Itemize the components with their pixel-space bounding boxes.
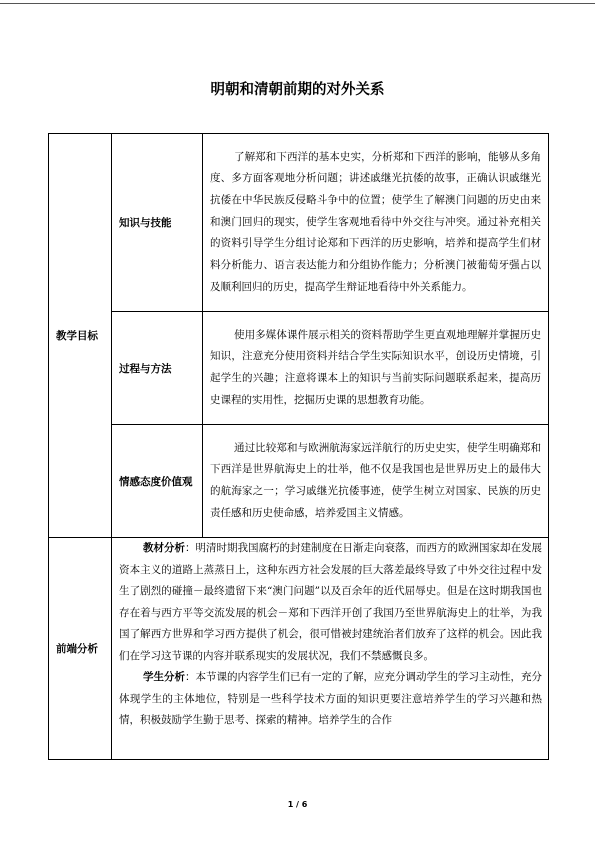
knowledge-skills-paragraph: 了解郑和下西洋的基本史实，分析郑和下西洋的影响，能够从多角度、多方面客观地分析问题；讲述戚继光抗倭的故事，正确认识戚继光抗倭在中华民族反侵略斗争中的位置；使学生了解澳门问题的历史由来和澳门回归的现实，使学生客观地看待中外交往与冲突。通过补充相关的资料引导学生分组讨论郑和下西洋的历史影响，培养和提高学生们材料分析能力、语言表达能力和分组协作能力；分析澳门被葡萄牙强占以及顺利回归的历史，提高学生辩证地看待中外关系能力。 — [210, 150, 541, 293]
knowledge-skills-text — [203, 134, 549, 312]
table-row — [49, 312, 549, 425]
table-row — [49, 425, 549, 538]
analysis-label: 前端分析 — [49, 538, 112, 760]
analysis-content — [112, 538, 549, 760]
process-methods-text — [203, 312, 549, 425]
lesson-plan-table — [48, 133, 549, 760]
attitude-values-label: 情感态度价值观 — [112, 425, 203, 538]
knowledge-skills-label: 知识与技能 — [112, 134, 203, 312]
textbook-analysis-paragraph — [119, 538, 542, 667]
table-row — [49, 134, 549, 312]
process-methods-label: 过程与方法 — [112, 312, 203, 425]
student-analysis-text: ：本节课的内容学生们已有一定的了解，应充分调动学生的学习主动性，充分体现学生的主体地位，特别是一些科学技术方面的知识更要注意培养学生的学习兴趣和热情，积极鼓励学生勤于思考、探索的精神。培养学生的合作 — [119, 671, 542, 726]
process-methods-paragraph: 使用多媒体课件展示相关的资料帮助学生更直观地理解并掌握历史知识，注意充分使用资料并结合学生实际知识水平，创设历史情境，引起学生的兴趣；注意将课本上的知识与当前实际问题联系起来，提高历史课程的实用性，挖掘历史课的思想教育功能。 — [210, 328, 541, 406]
student-analysis-paragraph — [119, 667, 542, 732]
textbook-analysis-heading: 教材分析 — [143, 542, 185, 554]
attitude-values-text — [203, 425, 549, 538]
objectives-label: 教学目标 — [49, 134, 112, 538]
textbook-analysis-text: ：明清时期我国腐朽的封建制度在日渐走向衰落，而西方的欧洲国家却在发展资本主义的道路上蒸蒸日上，这种东西方社会发展的巨大落差最终导致了中外交往过程中发生了剧烈的碰撞－最终遗留下来“澳门问题”以及百余年的近代屈辱史。但是在这时期我国也存在着与西方平等交流发展的机会－郑和下西洋开创了我国乃至世界航海史上的壮举，为我国了解西方世界和学习西方提供了机会，很可惜被封建统治者们放弃了这样的机会。因此我们在学习这节课的内容并联系现实的发展状况，我们不禁感慨良多。 — [119, 542, 542, 662]
page-number: 1 / 6 — [287, 800, 308, 809]
header-rule — [0, 3, 595, 4]
table-row — [49, 538, 549, 760]
attitude-values-paragraph: 通过比较郑和与欧洲航海家远洋航行的历史史实，使学生明确郑和下西洋是世界航海史上的壮举，他不仅是我国也是世界历史上的最伟大的航海家之一；学习戚继光抗倭事迹，使学生树立对国家、民族的历史责任感和历史使命感，培养爱国主义情感。 — [210, 441, 541, 519]
student-analysis-heading: 学生分析 — [143, 671, 185, 683]
document-title: 明朝和清朝前期的对外关系 — [210, 82, 385, 98]
